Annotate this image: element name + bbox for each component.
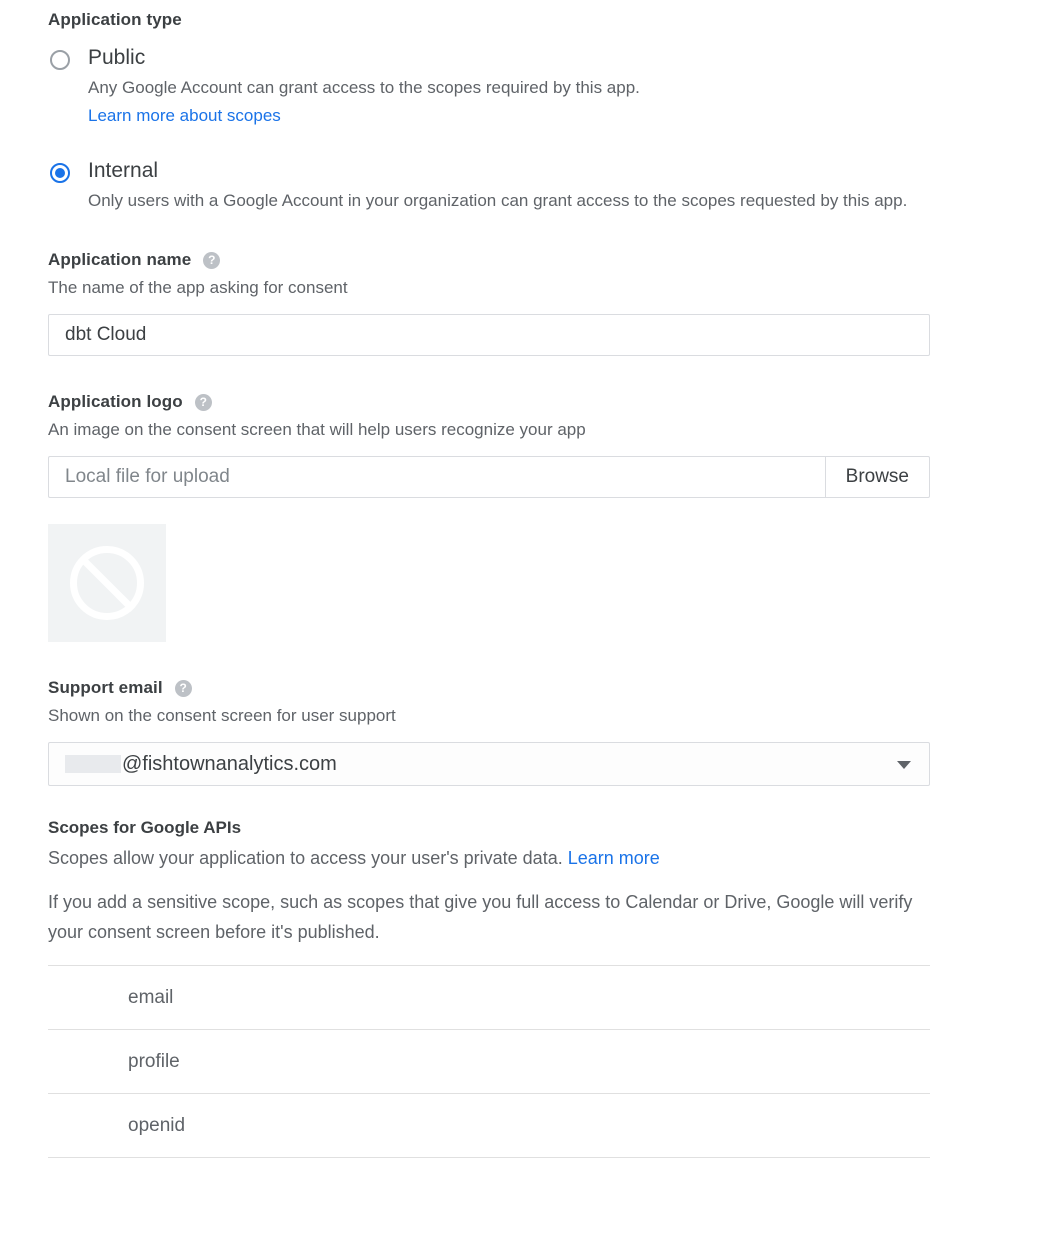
scopes-block: [48, 818, 1040, 1158]
chevron-down-icon[interactable]: [897, 761, 911, 769]
radio-public-indicator[interactable]: [50, 50, 70, 70]
browse-button[interactable]: Browse: [825, 456, 930, 498]
support-email-head: [48, 678, 1040, 698]
scope-name: profile: [128, 1050, 180, 1072]
radio-public-description: Any Google Account can grant access to the scopes required by this app.: [88, 78, 640, 97]
radio-internal-description: Only users with a Google Account in your organization can grant access to the scopes requested by this app.: [88, 191, 908, 210]
scope-name: email: [128, 986, 174, 1008]
application-logo-subtitle: An image on the consent screen that will help users recognize your app: [48, 420, 586, 439]
radio-public-label: Public: [88, 46, 146, 69]
radio-internal-indicator[interactable]: [50, 163, 70, 183]
application-name-subtitle: The name of the app asking for consent: [48, 278, 348, 297]
logo-preview: [48, 524, 166, 642]
application-name-input[interactable]: [48, 314, 930, 356]
support-email-select[interactable]: [48, 742, 930, 786]
application-type-heading: Application type: [48, 10, 182, 29]
logo-upload-row: [48, 456, 930, 498]
table-row[interactable]: [48, 1094, 930, 1158]
application-logo-field-block: [48, 392, 1040, 642]
support-email-subtitle: Shown on the consent screen for user support: [48, 706, 396, 725]
scopes-note: If you add a sensitive scope, such as scopes that give you full access to Calendar or Drive, Google will verify your consent screen before it's published.: [48, 892, 913, 942]
broken-image-icon: [70, 546, 144, 620]
radio-internal-label: Internal: [88, 159, 159, 182]
redacted-email-prefix: [65, 755, 121, 773]
scopes-description: [48, 845, 938, 871]
application-logo-head: [48, 392, 1040, 412]
support-email-value-text: @fishtownanalytics.com: [122, 752, 337, 775]
support-email-field-block: [48, 678, 1040, 786]
scopes-heading: Scopes for Google APIs: [48, 818, 242, 837]
scope-name: openid: [128, 1114, 186, 1136]
radio-option-internal[interactable]: [48, 157, 1040, 214]
application-name-head: [48, 250, 1040, 270]
logo-file-input[interactable]: [48, 456, 825, 498]
scopes-description-text: Scopes allow your application to access your user's private data.: [48, 848, 563, 868]
scopes-learn-more-link[interactable]: Learn more: [567, 848, 660, 868]
application-name-field-block: [48, 250, 1040, 356]
radio-spacer: [48, 131, 1040, 157]
table-row[interactable]: [48, 966, 930, 1030]
radio-option-public[interactable]: [48, 44, 1040, 129]
radio-internal-texts: [88, 157, 1040, 214]
application-type-radio-group: [48, 44, 1040, 214]
table-row[interactable]: [48, 1030, 930, 1094]
radio-public-texts: [88, 44, 1040, 129]
application-logo-label: Application logo: [48, 392, 183, 411]
learn-more-about-scopes-link[interactable]: Learn more about scopes: [88, 106, 281, 125]
help-icon-application-name[interactable]: ?: [203, 252, 220, 269]
help-icon-support-email[interactable]: ?: [175, 680, 192, 697]
support-email-label: Support email: [48, 678, 163, 697]
support-email-selected-value: [49, 743, 929, 785]
help-icon-application-logo[interactable]: ?: [195, 394, 212, 411]
application-name-label: Application name: [48, 250, 192, 269]
scopes-table: [48, 965, 930, 1158]
